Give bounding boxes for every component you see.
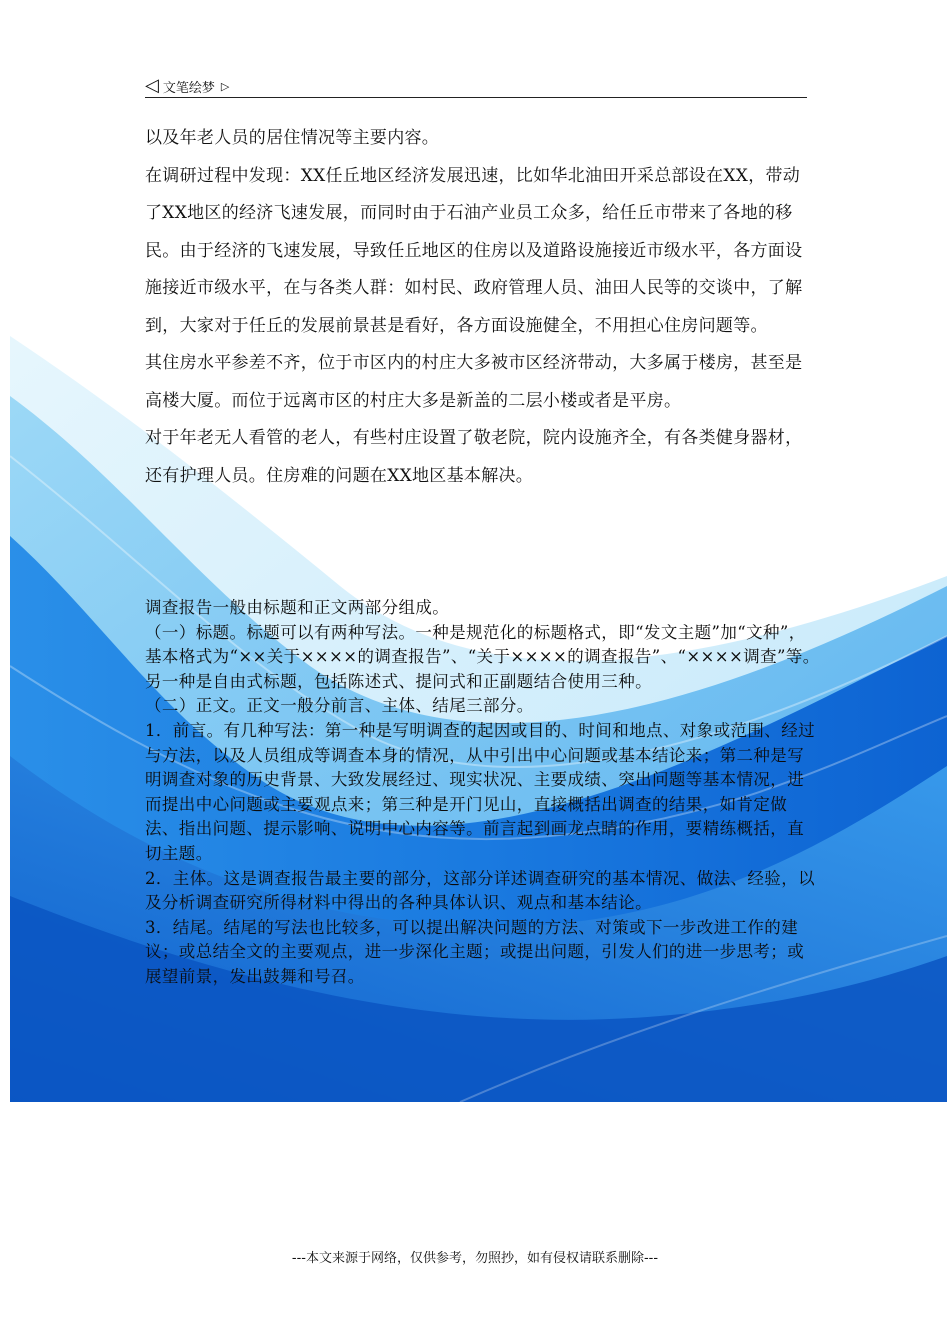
paragraph: 2．主体。这是调查报告最主要的部分，这部分详述调查研究的基本情况、做法、经验，以及分析调查研究所得材料中得出的各种具体认识、观点和基本结论。 [145, 868, 815, 913]
report-format-guide [145, 596, 820, 990]
triangle-left-icon: ◁ [145, 75, 159, 96]
paragraph: 调查报告一般由标题和正文两部分组成。 [145, 598, 450, 617]
paragraph: （一）标题。标题可以有两种写法。一种是规范化的标题格式，即“发文主题”加“文种”，基本格式为“××关于××××的调查报告”、“关于××××的调查报告”、“××××调查”等。另一种是自由式标题，包括陈述式、提问式和正副题结合使用三种。 [145, 622, 820, 691]
paragraph: 对于年老无人看管的老人，有些村庄设置了敬老院，院内设施齐全，有各类健身器材，还有护理人员。住房难的问题在XX地区基本解决。 [145, 428, 803, 486]
footer-disclaimer: ---本文来源于网络，仅供参考，勿照抄，如有侵权请联系删除--- [291, 1251, 659, 1266]
survey-findings-text [145, 120, 815, 495]
header-rule [145, 97, 807, 98]
paragraph: 在调研过程中发现：XX任丘地区经济发展迅速，比如华北油田开采总部设在XX，带动了XX地区的经济飞速发展，而同时由于石油产业员工众多，给任丘市带来了各地的移民。由于经济的飞速发展，导致任丘地区的住房以及道路设施接近市级水平，各方面设施接近市级水平，在与各类人群：如村民、政府管理人员、油田人民等的交谈中，了解到，大家对于任丘的发展前景甚是看好，各方面设施健全，不用担心住房问题等。 [145, 165, 803, 336]
paragraph: （二）正文。正文一般分前言、主体、结尾三部分。 [145, 696, 534, 716]
paragraph: 3．结尾。结尾的写法也比较多，可以提出解决问题的方法、对策或下一步改进工作的建议；或总结全文的主要观点，进一步深化主题；或提出问题，引发人们的进一步思考；或展望前景，发出鼓舞和号召。 [145, 917, 805, 986]
paragraph: 以及年老人员的居住情况等主要内容。 [145, 128, 440, 148]
triangle-right-icon: ▷ [220, 79, 230, 93]
header-title: 文笔绘梦 [162, 80, 215, 96]
paragraph: 其住房水平参差不齐，位于市区内的村庄大多被市区经济带动，大多属于楼房，甚至是高楼大厦。而位于远离市区的村庄大多是新盖的二层小楼或者是平房。 [145, 353, 803, 411]
paragraph: 1．前言。有几种写法：第一种是写明调查的起因或目的、时间和地点、对象或范围、经过与方法，以及人员组成等调查本身的情况，从中引出中心问题或基本结论来；第二种是写明调查对象的历史背景、大致发展经过、现实状况、主要成绩、突出问题等基本情况，进而提出中心问题或主要观点来；第三种是开门见山，直接概括出调查的结果，如肯定做法、指出问题、提示影响、说明中心内容等。前言起到画龙点睛的作用，要精练概括，直切主题。 [145, 720, 815, 863]
page-header [145, 74, 807, 98]
